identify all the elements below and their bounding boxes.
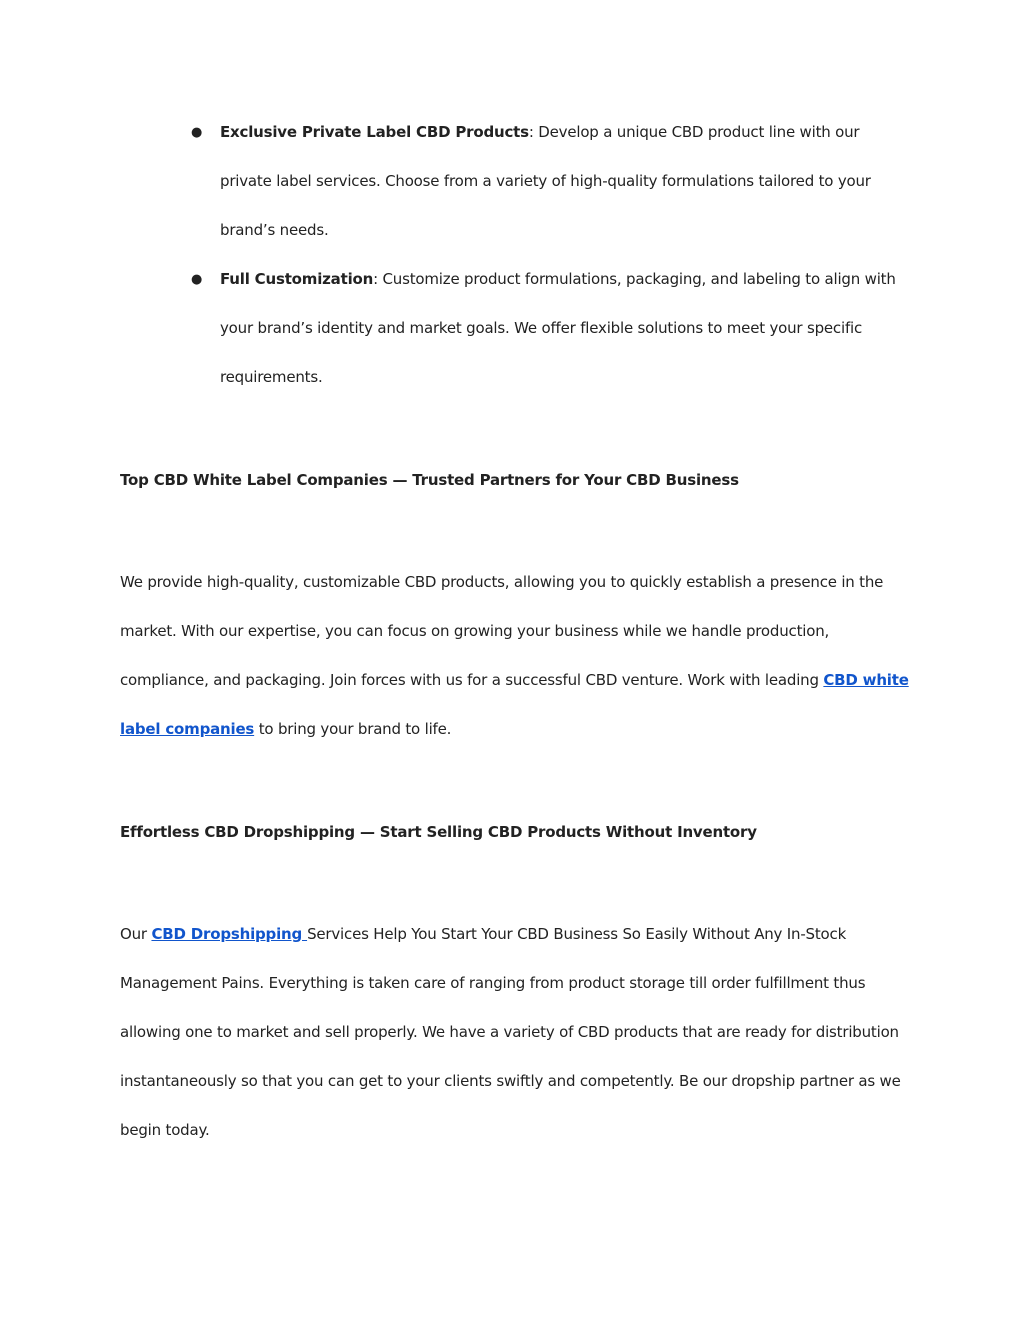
section-heading-dropshipping: Effortless CBD Dropshipping — Start Selling CBD Products Without Inventory xyxy=(120,823,757,841)
bullet-item-private-label xyxy=(191,108,910,255)
bullet-title: Full Customization xyxy=(220,270,374,288)
paragraph-text: Our xyxy=(120,925,152,943)
paragraph-text: Services Help You Start Your CBD Business So Easily Without Any In-Stock Management Pains. Everything is taken care of ranging from product storage till order fulfillment thus allowing one to market and sell properly. We have a variety of CBD products that are ready for distribution instantaneously so that you can get to your clients swiftly and competently. Be our dropship partner as we begin today. xyxy=(120,925,901,1139)
bullet-text: : Develop a unique CBD product line with our private label services. Choose from a variety of high-quality formulations tailored to your brand’s needs. xyxy=(220,123,871,239)
bullet-dot-icon: ● xyxy=(191,272,203,287)
bullet-text: : Customize product formulations, packaging, and labeling to align with your brand’s identity and market goals. We offer flexible solutions to meet your specific requirements. xyxy=(220,270,896,386)
white-label-companies-link[interactable]: CBD white label companies xyxy=(120,671,909,738)
cbd-dropshipping-link[interactable]: CBD Dropshipping xyxy=(151,925,308,943)
section-heading-white-label: Top CBD White Label Companies — Trusted Partners for Your CBD Business xyxy=(120,471,739,489)
bullet-dot-icon: ● xyxy=(191,125,203,140)
paragraph-text: We provide high-quality, customizable CBD products, allowing you to quickly establish a presence in the market. With our expertise, you can focus on growing your business while we handle production, compliance, and packaging. Join forces with us for a successful CBD venture. Work with leading xyxy=(120,573,884,689)
paragraph-text: to bring your brand to life. xyxy=(254,720,452,738)
section-paragraph-dropshipping xyxy=(120,910,910,1155)
section-paragraph-white-label xyxy=(120,558,910,754)
feature-bullet-list xyxy=(191,108,910,402)
bullet-title: Exclusive Private Label CBD Products xyxy=(220,123,529,141)
bullet-item-customization xyxy=(191,255,910,402)
